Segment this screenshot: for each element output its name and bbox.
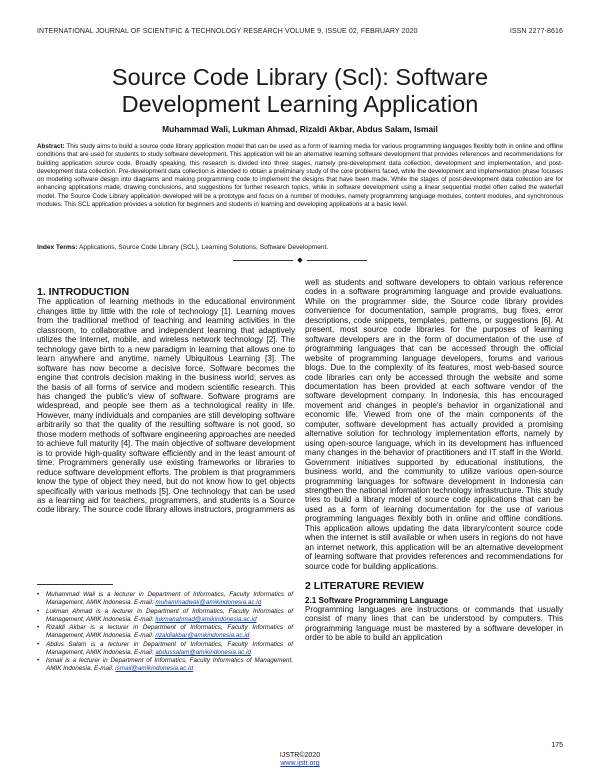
footnote-item: • Muhammad Wali is a lecturer in Department of Informatics, Faculty Informatics of Management, AMIK Indonesia. E-mail: muhammadwali@amikindonesia.ac.id (37, 591, 293, 606)
introduction-text-right: well as students and software developers to obtain various reference codes in a software programming language and provide evaluations. While on the programmer side, the Source code library provides convenience for documentation, sample programs, bug fixes, error descriptions, code snippets, templates, patterns, or suggestions [6]. At present, most source code libraries for the purposes of learning software developers are in the form of documentation of the use of programming languages that can be accessed through the official website of programming language developers, forums and various blogs. Due to the complexity of its features, most web-based source code libraries can only be accessed through the website and some documentation has been provided at each software vendor of the software development company. In Indonesia, this has encouraged movement and changes in people's behavior in organizational and economic life. Viewed from one of the main components of the computer, software development has actually provided a promising alternative solution for technology implementation efforts, namely by using open-source language, which in its development has influenced many changes in the behavior of practitioners and IT staff in the World. Government initiatives supported by educational institutions, the business world, and the community to utilize various open-source programming languages for software development in Indonesia can strengthen the national information technology infrastructure. This study tries to build a library model of source code applications that can be used as a form of learning documentation for the use of various programming languages flexibly both in online and offline conditions. This application allows updating the data library/content source code when the internet is still available or when users in regions do not have an internet network, this application will be an alternative development of learning software that provides references and recommendations for source code for building applications. (305, 278, 563, 571)
bullet-icon: • (37, 607, 40, 615)
abstract (37, 143, 563, 209)
author-email-link[interactable]: abdussalam@amikindonesia.ac.id (155, 648, 251, 656)
footer-copyright: IJSTR©2020 (279, 752, 321, 759)
footnote-item: • Lukman Ahmad is a lecturer in Department of Informatics, Faculty Informatics of Management, AMIK Indonesia. E-mail: lukmanahmad@amikindonesia.ac.id (37, 607, 293, 623)
footnote-item: • Rizaldi Akbar is a lecturer in Department of Informatics, Faculty Informatics of Management, AMIK Indonesia. E-mail: rizaldiakbar@amikindonesia.ac.id (37, 624, 293, 640)
author-email-link[interactable]: rizaldiakbar@amikindonesia.ac.id (155, 632, 250, 640)
bullet-icon: • (37, 640, 40, 648)
bullet-icon: • (37, 624, 40, 632)
index-terms-text: Applications, Source Code Library (SCL), Learning Solutions, Software Development. (77, 244, 329, 251)
page-footer (0, 752, 600, 768)
author-email-link[interactable]: ismail@amikindonesia.ac.id (115, 665, 194, 673)
abstract-label: Abstract: (37, 143, 65, 150)
journal-name: INTERNATIONAL JOURNAL OF SCIENTIFIC & TECHNOLOGY RESEARCH VOLUME 9, ISSUE 02, FEBRUARY 2020 (37, 28, 418, 35)
section-heading-literature-review: 2 LITERATURE REVIEW (305, 580, 424, 593)
separator-line-right (307, 260, 367, 261)
author-email-link[interactable]: muhammadwali@amikindonesia.ac.id (155, 598, 262, 606)
footnote-rule (37, 584, 113, 585)
index-terms-label: Index Terms: (37, 244, 78, 251)
right-column (305, 278, 563, 643)
left-column (37, 288, 295, 515)
running-header (37, 28, 563, 35)
literature-text: Programming languages are instructions or commands that usually consist of many lines that can be understood by computers. This programming language must be mastered by a software developer in order to be able to build an application (305, 604, 563, 643)
issn: ISSN 2277-8616 (509, 28, 563, 35)
bullet-icon: • (37, 657, 40, 665)
subsection-heading-programming-language: 2.1 Software Programming Language (305, 595, 449, 605)
separator-line-left (233, 260, 293, 261)
author-list: Muhammad Wali, Lukman Ahmad, Rizaldi Akbar, Abdus Salam, Ismail (162, 124, 438, 134)
abstract-text: This study aims to build a source code library application model that can be used as a form of learning media for various programming languages flexibly both in online and offline conditions that are used for students to study software development. This application will be an alternative learning software development that provides references and recommendations for building application source code. Broadly speaking, this research is divided into three stages, namely pre-development data collection, development and implementation, and post-development data collection. Pre-development data collection is intended to obtain a preliminary study of the core problems faced, while the development and implementation phase focuses on modeling software design into diagrams and making programming code to implement the designs that have been made. While the stages of post-development data collection are for enhancing applications made, drawing conclusions, and suggestions for further research topics, while in software development using a linear sequential model often called the waterfall model. The Source Code Library application developed will be a prototype and focus on a number of modules, namely programming language modules, content modules, and synchronous modules. This SCL application provides a solution for beginners and students in learning and developing applications at a basic level. (37, 143, 563, 209)
author-footnotes (37, 591, 293, 674)
introduction-text-left: The application of learning methods in the educational environment changes little by little with the role of technology [1]. Learning moves from the traditional method of teaching and learning activities in the classroom, to collaborative and independent learning that adaptively utilizes the Internet, mobile, and wireless network technology [2]. The technology gave birth to a new paradigm in learning that allows one to learn anywhere and anytime, namely Ubiquitous Learning [3]. The software has now become a decisive force. Software becomes the engine that controls decision making in the business world; serves as the basis of all forms of service and modern scientific research. This has changed the public's view of software. Software programs are widespread, and people see them as a technological reality in life. However, many individuals and companies are still developing software arbitrarily so that the quality of the resulting software is not good, so those modern methods of software engineering approaches are needed to achieve full maturity [4]. The main objective of software development is to provide high-quality software efficiently and in the least amount of time. Programmers generally use existing frameworks or libraries to reduce software development efforts. The problem is that programmers know the type of object they need, but do not know how to get objects specifically with various methods [5]. One technology that can be used as a learning aid for teachers, programmers, and students is a Source code library. The source code library allows instructors, programmers as (37, 297, 295, 515)
bullet-icon: • (37, 591, 40, 598)
section-separator (230, 256, 370, 264)
title-line-2: Development Learning Application (121, 91, 479, 117)
title-line-1: Source Code Library (Scl): Software (111, 64, 489, 90)
index-terms (37, 244, 563, 251)
diamond-icon: ◆ (297, 256, 303, 264)
footnote-item: • Ismail is a lecturer in Department of Informatics, Faculty Informatics of Management, AMIK Indonesia. E-mail: ismail@amikindonesia.ac.id (37, 657, 293, 673)
section-heading-introduction: 1. INTRODUCTION (37, 286, 130, 298)
footnote-item: • Abdus Salam is a lecturer in Department of Informatics, Faculty Informatics of Management, AMIK Indonesia. E-mail: abdussalam@amikindonesia.ac.id (37, 640, 293, 656)
journal-url-link[interactable]: www.ijstr.org (280, 760, 320, 767)
author-email-link[interactable]: lukmanahmad@amikindonesia.ac.id (155, 615, 257, 623)
page-number: 175 (551, 742, 563, 749)
paper-title (40, 64, 560, 118)
